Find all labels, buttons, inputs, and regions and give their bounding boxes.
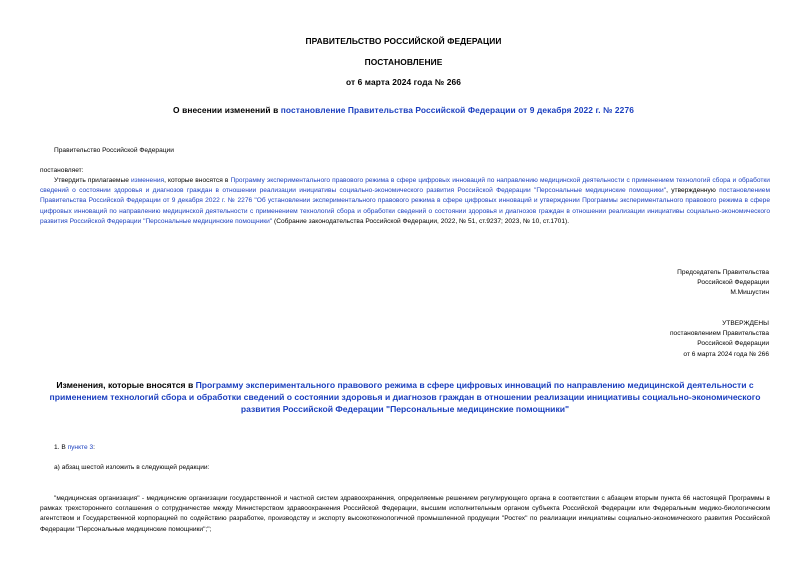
main-paragraph — [40, 176, 770, 227]
program-link[interactable]: Программу экспериментального правового режима в сфере цифровых инноваций по направлению медицинской деятельности с применением технологий сбора и обработки сведений о состоянии здоровья и диагнозов граждан в отношении реализации инициативы социально-экономического развития Российской Федерации "Персональные медицинские помощники" — [40, 177, 770, 195]
signature-line-1: Председатель Правительства — [677, 269, 769, 276]
government-line: Правительство Российской Федерации — [54, 147, 174, 154]
approved-block — [670, 319, 769, 360]
changes-title — [40, 380, 770, 415]
signature-block — [677, 268, 769, 299]
title-prefix: О внесении изменений в — [173, 105, 281, 115]
p1-text-a: Утвердить прилагаемые — [54, 177, 131, 184]
approved-line-1: УТВЕРЖДЕНЫ — [722, 320, 769, 327]
approved-line-4: от 6 марта 2024 года № 266 — [683, 350, 769, 358]
item-a: а) абзац шестой изложить в следующей редакции: — [54, 464, 210, 471]
approved-line-3: Российской Федерации — [697, 340, 769, 348]
signature-line-2: Российской Федерации — [697, 279, 769, 287]
changes-title-prefix: Изменения, которые вносятся в — [56, 380, 196, 390]
document-title — [0, 105, 807, 115]
signature-line-3: М.Мишустин — [730, 289, 769, 297]
changes-link[interactable]: изменения — [130, 177, 165, 184]
p1-text-c: , утвержденную — [666, 187, 720, 195]
item-1 — [54, 443, 95, 453]
item-1-link[interactable]: пункте 3 — [67, 444, 94, 451]
resolution-link[interactable]: постановлением Правительства Российской Федерации от 9 декабря 2022 г. № 2276 "Об установлении экспериментального правового режима в сфере цифровых инноваций и утверждении Программы экспериментального правового режима в сфере цифровых инноваций по направлению медицинской деятельности с применением технологий сбора и обработки сведений о состоянии здоровья и диагнозов граждан в отношении реализации инициативы социально-экономического развития Российской Федерации "Персональные медицинские помощники" — [40, 187, 770, 225]
item-1-text-a: 1. В — [54, 444, 68, 451]
p1-text-b: , которые вносятся в — [164, 177, 231, 184]
document-date: от 6 марта 2024 года № 266 — [345, 77, 462, 87]
changes-title-link[interactable]: Программу экспериментального правового режима в сфере цифровых инноваций по направлению медицинской деятельности с применением технологий сбора и обработки сведений о состоянии здоровья и диагнозов граждан в отношении реализации инициативы социально-экономического развития Российской Федерации "Персональные медицинские помощники" — [49, 380, 761, 414]
decides-line: постановляет: — [40, 167, 84, 174]
title-link[interactable]: постановление Правительства Российской Федерации от 9 декабря 2022 г. № 2276 — [280, 105, 634, 115]
approved-line-2: постановлением Правительства — [669, 330, 769, 338]
quote-paragraph: "медицинская организация" - медицинские организации государственной и частной систем здравоохранения, определяемые решением регулирующего органа в соответствии с абзацем вторым пункта 66 настоящей Программы в рамках трехстороннего соглашения о сотрудничестве между Министерством здравоохранения Российской Федерации, высшим исполнительным органом субъекта Российской Федерации или Федеральным медико-биологическим агентством и Государственной корпорацией по содействию разработке, производству и экспорту высокотехнологичной промышленной продукции "Ростех" по реализации инициативы социально-экономического развития Российской Федерации "Персональные медицинские помощники";"; — [40, 495, 770, 533]
p1-text-d: (Собрание законодательства Российской Федерации, 2022, № 51, ст.9237; 2023, № 10, ст.1701). — [272, 217, 570, 225]
item-1-text-b: : — [93, 444, 95, 451]
government-heading: ПРАВИТЕЛЬСТВО РОССИЙСКОЙ ФЕДЕРАЦИИ — [305, 36, 502, 46]
document-type: ПОСТАНОВЛЕНИЕ — [364, 57, 443, 67]
